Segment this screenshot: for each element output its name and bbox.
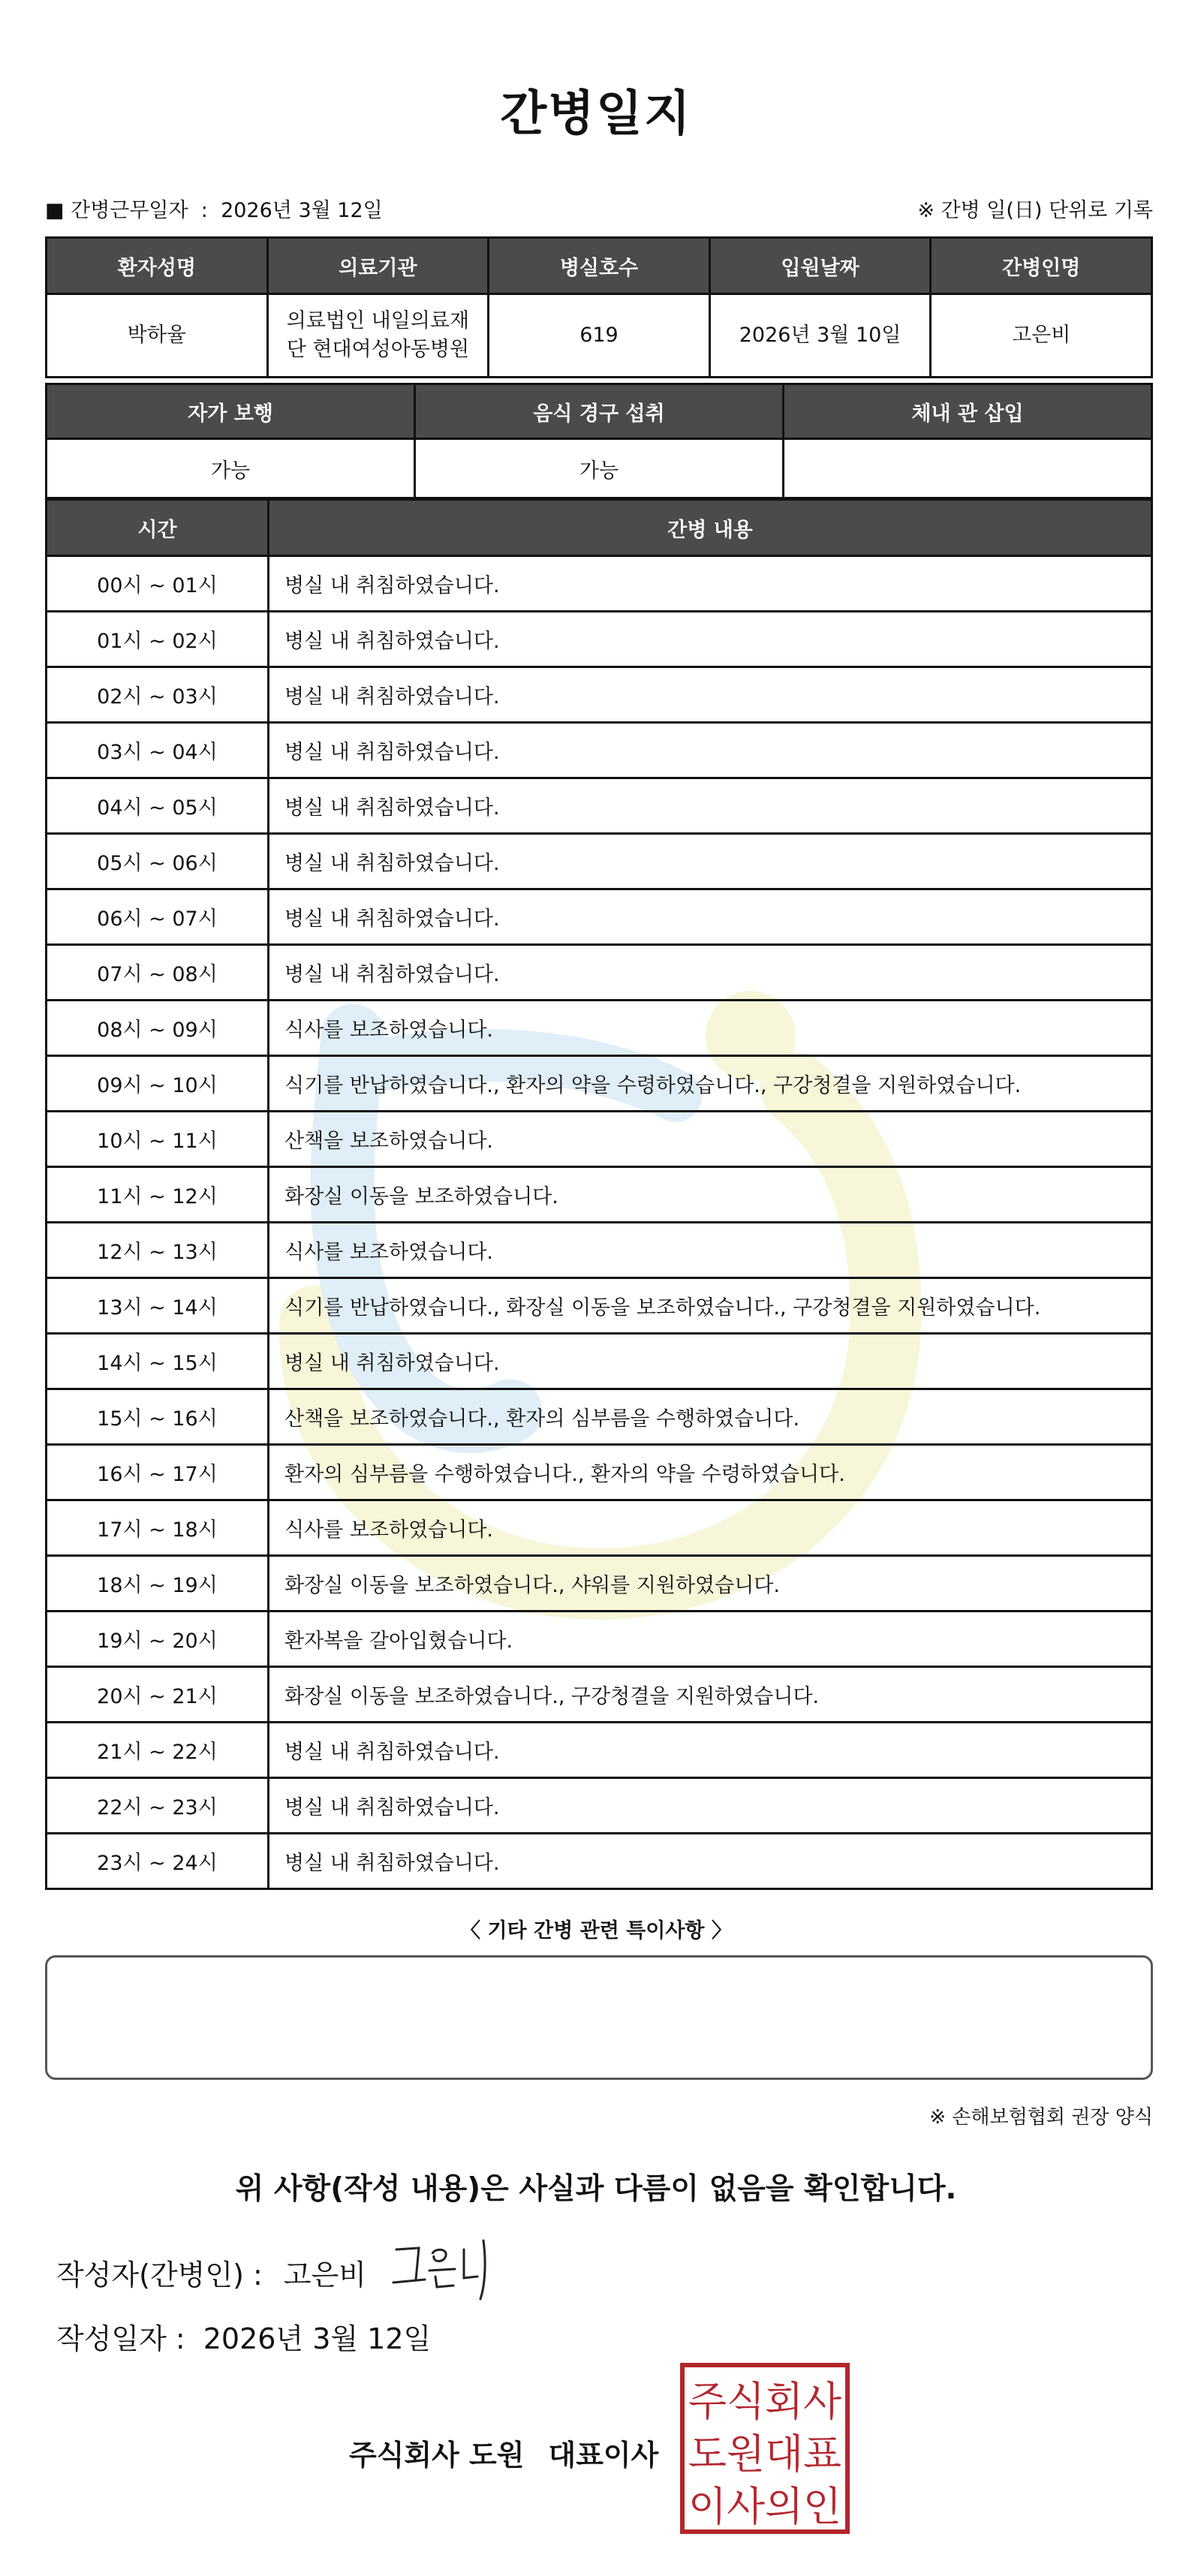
patient-name: 박하율 [47,294,268,378]
work-date-label: 간병근무일자 [71,199,188,222]
header-care-content: 간병 내용 [269,500,1152,556]
write-date-line [56,2316,431,2357]
company-rep-title: 대표이사 [548,2439,659,2472]
special-notes-box [45,1955,1153,2080]
content-cell: 화장실 이동을 보조하였습니다., 샤워를 지원하였습니다. [269,1556,1152,1612]
header-caregiver-name: 간병인명 [931,238,1152,294]
hospital-name [267,294,489,378]
content-cell: 식기를 반납하였습니다., 화장실 이동을 보조하였습니다., 구강청결을 지원하였습니다. [269,1278,1152,1334]
header-room: 병실호수 [489,238,710,294]
table-row [47,1223,1152,1278]
header-admission-date: 입원날짜 [709,238,931,294]
table-row [47,1112,1152,1167]
table-row [47,945,1152,1001]
table-row [47,612,1152,667]
content-cell: 병실 내 취침하였습니다. [269,834,1152,889]
caregiver-name: 고은비 [931,294,1152,378]
time-cell: 21시 ~ 22시 [47,1723,269,1778]
time-cell: 17시 ~ 18시 [47,1500,269,1556]
time-cell: 01시 ~ 02시 [47,612,269,667]
table-row [47,1001,1152,1056]
content-cell: 병실 내 취침하였습니다. [269,1778,1152,1834]
table-row [47,723,1152,778]
time-cell: 04시 ~ 05시 [47,778,269,834]
time-cell: 12시 ~ 13시 [47,1223,269,1278]
time-cell: 14시 ~ 15시 [47,1334,269,1389]
time-cell: 09시 ~ 10시 [47,1056,269,1112]
table-row [47,556,1152,612]
table-row [47,778,1152,834]
content-cell: 병실 내 취침하였습니다. [269,1334,1152,1389]
time-cell: 18시 ~ 19시 [47,1556,269,1612]
content-cell: 병실 내 취침하였습니다. [269,612,1152,667]
writer-line [56,2252,366,2293]
time-cell: 07시 ~ 08시 [47,945,269,1001]
form-note: ※ 손해보험협회 권장 양식 [929,2106,1153,2129]
svg-text:도원대표: 도원대표 [688,2430,841,2478]
header-self-walking: 자가 보행 [47,384,415,439]
company-line [349,2432,658,2473]
company-name: 주식회사 도원 [349,2439,525,2472]
time-cell: 10시 ~ 11시 [47,1112,269,1167]
table-row [47,1723,1152,1778]
content-cell: 병실 내 취침하였습니다. [269,667,1152,723]
content-cell: 환자복을 갈아입혔습니다. [269,1612,1152,1667]
time-cell: 22시 ~ 23시 [47,1778,269,1834]
content-cell: 식사를 보조하였습니다. [269,1223,1152,1278]
content-cell: 화장실 이동을 보조하였습니다. [269,1167,1152,1223]
write-date-label: 작성일자 : [56,2322,185,2355]
table-row [47,834,1152,889]
writer-name: 고은비 [283,2259,366,2292]
table-row [47,1612,1152,1667]
tube-insertion-value [784,439,1152,498]
time-cell: 23시 ~ 24시 [47,1834,269,1889]
care-log-header-row [47,500,1152,556]
time-cell: 05시 ~ 06시 [47,834,269,889]
work-date-marker: ■ [45,199,65,222]
content-cell: 병실 내 취침하였습니다. [269,1834,1152,1889]
table-row [47,1778,1152,1834]
content-cell: 산책을 보조하였습니다. [269,1112,1152,1167]
unit-note: ※ 간병 일(日) 단위로 기록 [917,199,1153,222]
oral-intake-value: 가능 [415,439,784,498]
content-cell: 식사를 보조하였습니다. [269,1500,1152,1556]
time-cell: 16시 ~ 17시 [47,1445,269,1500]
patient-info-value-row [47,294,1152,378]
content-cell: 환자의 심부름을 수행하였습니다., 환자의 약을 수령하였습니다. [269,1445,1152,1500]
hospital-name-line1: 의료법인 내일의료재 [286,309,470,333]
content-cell: 병실 내 취침하였습니다. [269,723,1152,778]
writer-label: 작성자(간병인) : [56,2259,263,2292]
time-cell: 15시 ~ 16시 [47,1389,269,1445]
room-number: 619 [489,294,710,378]
content-cell: 병실 내 취침하였습니다. [269,945,1152,1001]
content-cell: 식사를 보조하였습니다. [269,1001,1152,1056]
confirmation-statement: 위 사항(작성 내용)은 사실과 다름이 없음을 확인합니다. [235,2172,957,2206]
table-row [47,1834,1152,1889]
svg-text:이사의인: 이사의인 [688,2483,841,2530]
self-walking-value: 가능 [47,439,415,498]
table-row [47,889,1152,945]
header-tube-insertion: 체내 관 삽입 [784,384,1152,439]
patient-info-table [45,236,1153,378]
company-seal [680,2363,850,2534]
work-date-sep: : [200,199,208,222]
time-cell: 03시 ~ 04시 [47,723,269,778]
table-row [47,1445,1152,1500]
time-cell: 13시 ~ 14시 [47,1278,269,1334]
content-cell: 화장실 이동을 보조하였습니다., 구강청결을 지원하였습니다. [269,1667,1152,1723]
content-cell: 식기를 반납하였습니다., 환자의 약을 수령하였습니다., 구강청결을 지원하였습니다. [269,1056,1152,1112]
table-row [47,667,1152,723]
header-hospital: 의료기관 [267,238,489,294]
time-cell: 19시 ~ 20시 [47,1612,269,1667]
content-cell: 병실 내 취침하였습니다. [269,778,1152,834]
status-header-row [47,384,1152,439]
content-cell: 산책을 보조하였습니다., 환자의 심부름을 수행하였습니다. [269,1389,1152,1445]
work-date [45,194,383,223]
table-row [47,1278,1152,1334]
write-date-value: 2026년 3월 12일 [203,2322,432,2355]
hospital-name-line2: 단 현대여성아동병원 [286,338,470,361]
time-cell: 11시 ~ 12시 [47,1167,269,1223]
table-row [47,1556,1152,1612]
page-title: 간병일지 [500,86,692,142]
time-cell: 08시 ~ 09시 [47,1001,269,1056]
handwritten-signature [390,2233,503,2301]
admission-date: 2026년 3월 10일 [709,294,931,378]
time-cell: 20시 ~ 21시 [47,1667,269,1723]
care-log-table [45,498,1153,1890]
svg-text:주식회사: 주식회사 [688,2378,841,2425]
time-cell: 06시 ~ 07시 [47,889,269,945]
table-row [47,1167,1152,1223]
table-row [47,1334,1152,1389]
work-date-value: 2026년 3월 12일 [221,199,383,222]
time-cell: 02시 ~ 03시 [47,667,269,723]
patient-status-table [45,383,1153,499]
time-cell: 00시 ~ 01시 [47,556,269,612]
content-cell: 병실 내 취침하였습니다. [269,889,1152,945]
status-value-row [47,439,1152,498]
header-time: 시간 [47,500,269,556]
special-notes-title: 〈 기타 간병 관련 특이사항 〉 [460,1919,732,1943]
table-row [47,1500,1152,1556]
table-row [47,1056,1152,1112]
header-oral-intake: 음식 경구 섭취 [415,384,784,439]
content-cell: 병실 내 취침하였습니다. [269,1723,1152,1778]
content-cell: 병실 내 취침하였습니다. [269,556,1152,612]
table-row [47,1667,1152,1723]
patient-info-header-row [47,238,1152,294]
table-row [47,1389,1152,1445]
header-patient-name: 환자성명 [47,238,268,294]
